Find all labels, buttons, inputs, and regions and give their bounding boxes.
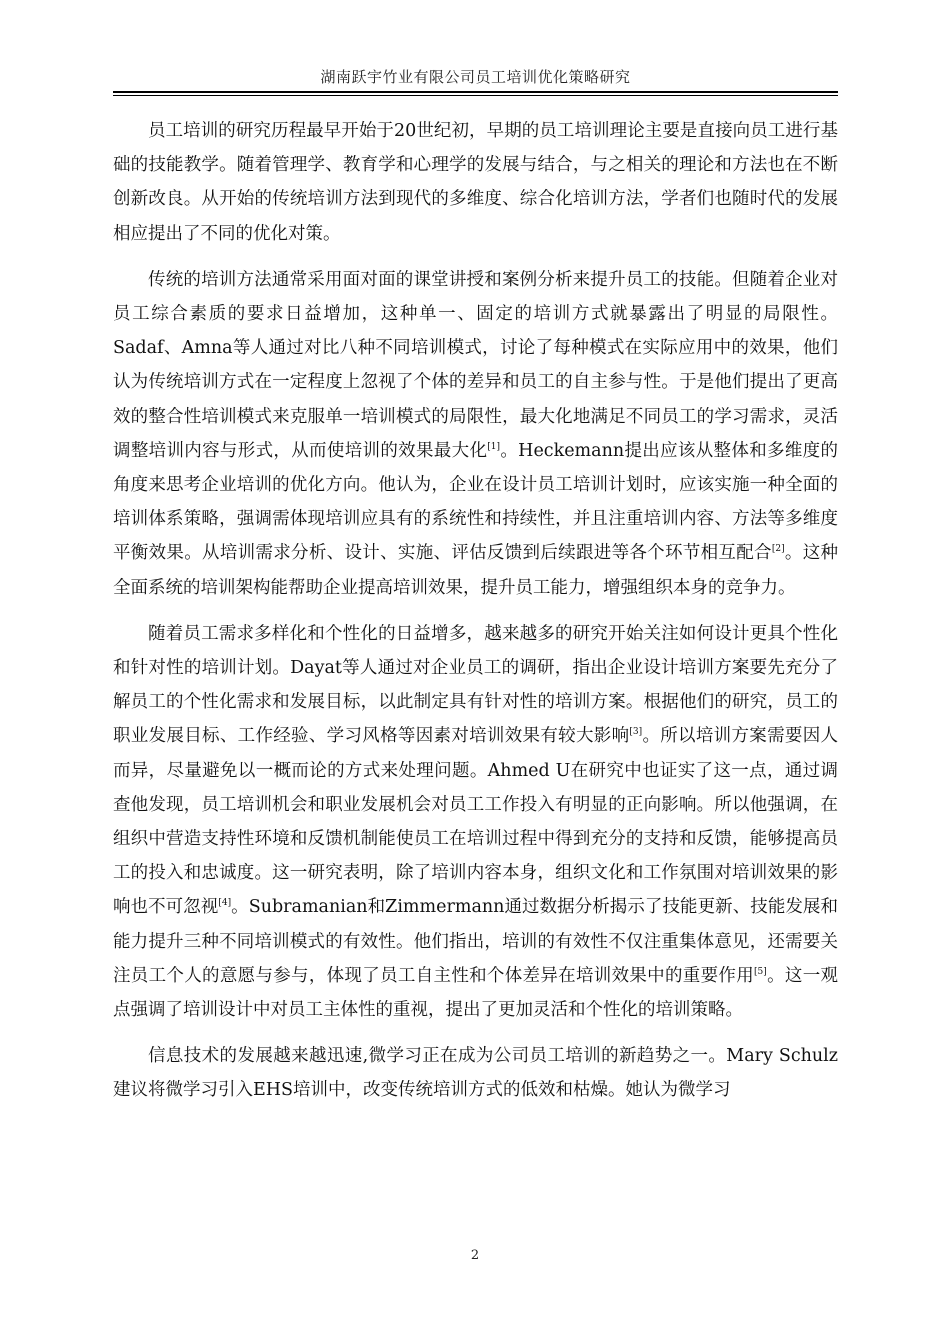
paragraph-3-text-3: 。Subramanian和Zimmermann通过数据分析揭示了技能更新、技能发展和能力提升三种不同培训模式的有效性。他们指出，培训的有效性不仅注重集体意见，还需要关注员工个人的意愿与参与，体现了员工自主性和个体差异在培训效果中的重要作用 (113, 897, 838, 986)
running-header: 湖南跃宇竹业有限公司员工培训优化策略研究 (320, 68, 631, 86)
page-number: 2 (470, 1248, 480, 1263)
paragraph-3-text-4: 。这一观点强调了培训设计中对员工主体性的重视，提出了更加灵活和个性化的培训策略。 (113, 965, 839, 1021)
header-rule-thick (113, 91, 838, 93)
paragraph-2 (113, 263, 838, 605)
citation-4: [4] (218, 898, 232, 909)
paragraph-3 (113, 617, 838, 1027)
header-rule-thin (113, 95, 838, 96)
paragraph-3-text-2: 。所以培训方案需要因人而异，尽量避免以一概而论的方式来处理问题。Ahmed U在研究中也证实了这一点，通过调查他发现，员工培训机会和职业发展机会对员工工作投入有明显的正向影响。所以他强调，在组织中营造支持性环境和反馈机制能使员工在培训过程中得到充分的支持和反馈，能够提高员工的投入和忠诚度。这一研究表明，除了培训内容本身，组织文化和工作氛围对培训效果的影响也不可忽视 (113, 726, 839, 918)
paragraph-1: 员工培训的研究历程最早开始于20世纪初，早期的员工培训理论主要是直接向员工进行基础的技能教学。随着管理学、教育学和心理学的发展与结合，与之相关的理论和方法也在不断创新改良。从开始的传统培训方法到现代的多维度、综合化培训方法，学者们也随时代的发展相应提出了不同的优化对策。 (113, 121, 838, 244)
paragraph-2-text-1: 传统的培训方法通常采用面对面的课堂讲授和案例分析来提升员工的技能。但随着企业对员工综合素质的要求日益增加，这种单一、固定的培训方式就暴露出了明显的局限性。Sadaf、Amna等人通过对比八种不同培训模式，讨论了每种模式在实际应用中的效果，他们认为传统培训方式在一定程度上忽视了个体的差异和员工的自主参与性。于是他们提出了更高效的整合性培训模式来克服单一培训模式的局限性，最大化地满足不同员工的学习需求，灵活调整培训内容与形式，从而使培训的效果最大化 (113, 269, 838, 461)
citation-5: [5] (754, 967, 767, 978)
citation-3: [3] (629, 727, 643, 738)
body-text (113, 114, 838, 1120)
paragraph-4: 信息技术的发展越来越迅速,微学习正在成为公司员工培训的新趋势之一。Mary Schulz建议将微学习引入EHS培训中，改变传统培训方式的低效和枯燥。她认为微学习 (113, 1046, 838, 1101)
citation-1: [1] (487, 442, 501, 452)
paragraph-3-text-1: 随着员工需求多样化和个性化的日益增多，越来越多的研究开始关注如何设计更具个性化和针对性的培训计划。Dayat等人通过对企业员工的调研，指出企业设计培训方案要先充分了解员工的个性化需求和发展目标，以此制定具有针对性的培训方案。根据他们的研究，员工的职业发展目标、工作经验、学习风格等因素对培训效果有较大影响 (113, 623, 838, 747)
paragraph-2-text-2: 。Heckemann提出应该从整体和多维度的角度来思考企业培训的优化方向。他认为，企业在设计员工培训计划时，应该实施一种全面的培训体系策略，强调需体现培训应具有的系统性和持续性，并且注重培训内容、方法等多维度平衡效果。从培训需求分析、设计、实施、评估反馈到后续跟进等各个环节相互配合 (113, 440, 838, 564)
citation-2: [2] (771, 544, 785, 555)
paragraph-2-text-3: 。这种全面系统的培训架构能帮助企业提高培训效果，提升员工能力，增强组织本身的竞争力。 (113, 543, 839, 598)
